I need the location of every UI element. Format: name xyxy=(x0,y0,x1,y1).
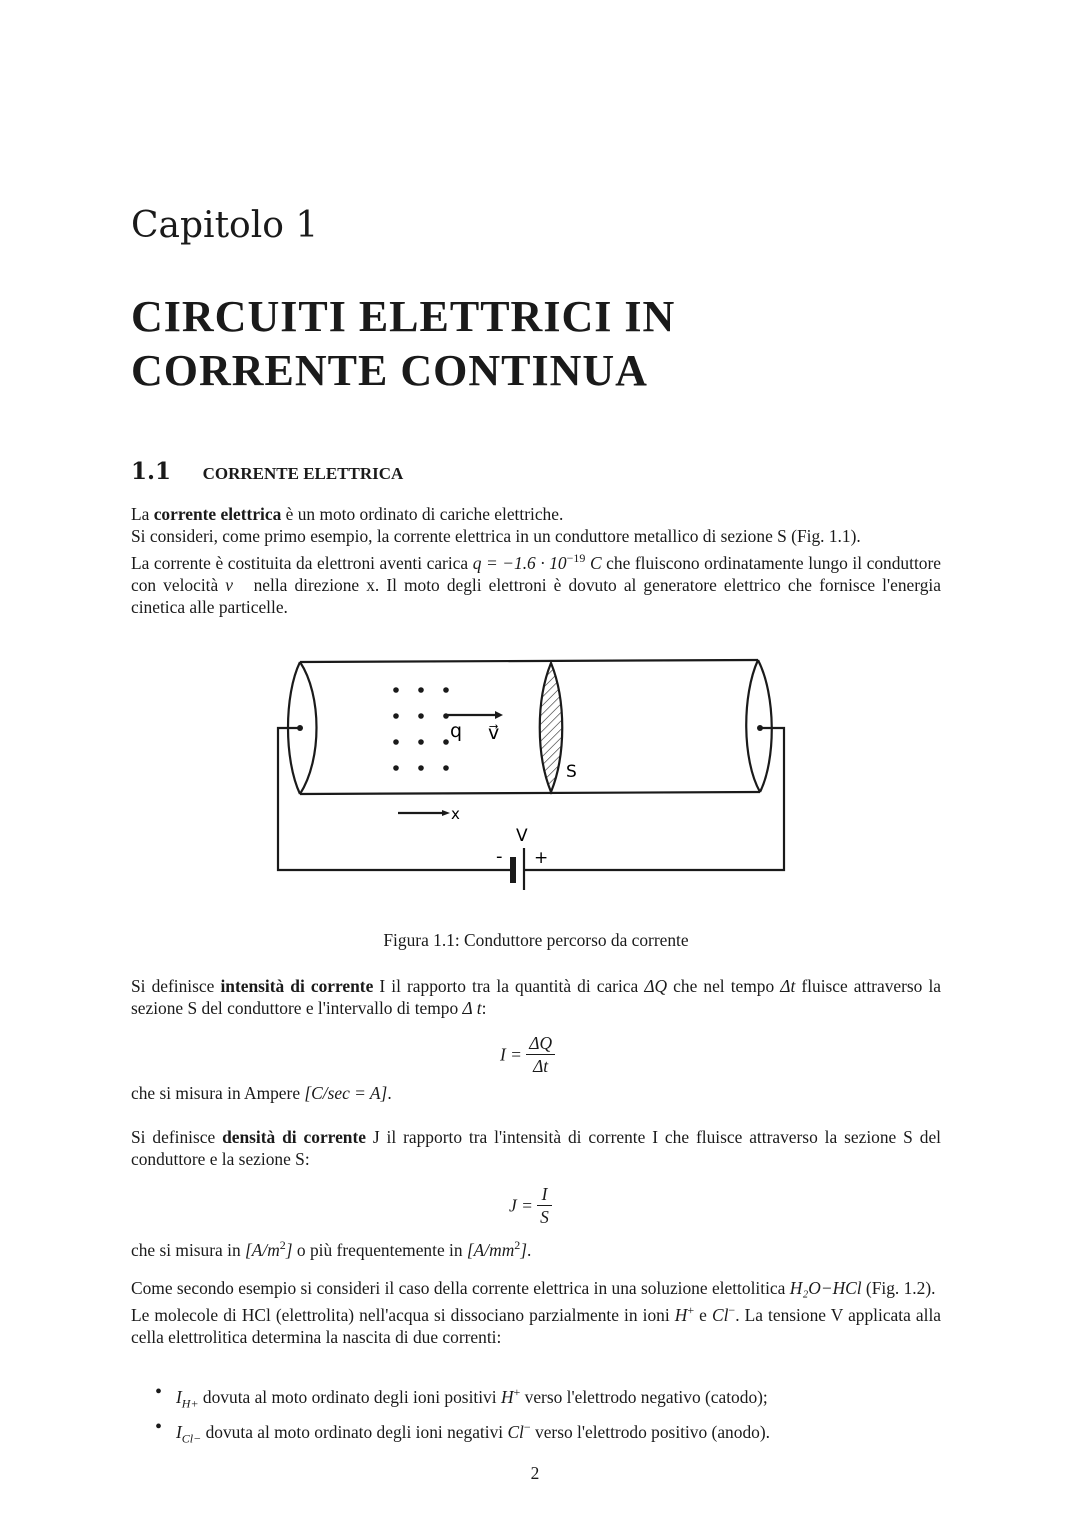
fraction-i-s: $\frac{I}{S}$ xyxy=(537,1183,552,1228)
intro-line-1: La corrente elettrica è un moto ordinato di cariche elettriche. xyxy=(131,504,564,524)
velocity-arrowhead xyxy=(495,711,503,719)
left-terminal xyxy=(297,725,303,731)
current-list xyxy=(131,1381,941,1451)
label-s: S xyxy=(566,762,577,782)
label-plus: + xyxy=(534,848,549,868)
battery-negative-plate xyxy=(510,857,516,883)
intensity-unit: che si misura in Ampere [C/sec = A]. xyxy=(131,1083,392,1103)
chapter-title xyxy=(131,290,675,398)
section-number: 1.1 xyxy=(131,458,172,485)
equation-intensity: I = $\frac{\Delta Q}{\Delta t}$ xyxy=(500,1032,555,1077)
right-terminal xyxy=(757,725,763,731)
label-voltage: V xyxy=(516,826,528,846)
intensity-paragraph: Si definisce intensità di corrente I il rapporto tra la quantità di carica ΔQ che nel tempo Δt fluisce attraverso la sezione S del conduttore e l'intervallo di tempo Δ t: xyxy=(131,976,941,1018)
wire-left xyxy=(278,728,510,870)
chapter-title-line2: CORRENTE CONTINUA xyxy=(131,346,648,395)
cylinder-top-edge xyxy=(300,660,758,662)
conductor-figure xyxy=(270,655,800,890)
label-v: v⃗ xyxy=(488,722,500,744)
fraction-dq-dt: $\frac{\Delta Q}{\Delta t}$ xyxy=(526,1032,555,1077)
equation-density: J = $\frac{I}{S}$ xyxy=(509,1183,552,1228)
electrolyte-line-1: Come secondo esempio si consideri il caso della corrente elettrica in una soluzione elettolitica H₂O−HCl (Fig. 1.2). xyxy=(131,1278,936,1298)
list-item: • $I_{H+}$ dovuta al moto ordinato degli ioni positivi H+ verso l'elettrodo negativo (catodo); xyxy=(131,1381,941,1416)
chapter-label: Capitolo 1 xyxy=(131,205,319,246)
intro-paragraph xyxy=(131,503,941,618)
term-intensita: intensità di corrente xyxy=(220,976,374,996)
label-x: x xyxy=(451,805,460,823)
x-arrowhead xyxy=(442,810,450,816)
section-heading xyxy=(131,458,403,485)
label-q: q xyxy=(450,720,463,742)
section-title: CORRENTE ELETTRICA xyxy=(202,464,404,483)
page-number: 2 xyxy=(530,1463,540,1483)
electrolyte-line-2: Le molecole di HCl (elettrolita) nell'acqua si dissociano parzialmente in ioni H+ e Cl−. La tensione V applicata alla cella elettrolitica determina la nascita di due correnti: xyxy=(131,1303,941,1347)
charge-dots xyxy=(393,687,449,771)
term-densita: densità di corrente xyxy=(222,1127,366,1147)
density-paragraph: Si definisce densità di corrente J il rapporto tra l'intensità di corrente I che fluisce attraverso la sezione S del conduttore e la sezione S: xyxy=(131,1127,941,1169)
chapter-title-line1: CIRCUITI ELETTRICI IN xyxy=(131,292,676,341)
density-unit: che si misura in $[A/m^2]$ o più frequentemente in $[A/mm^2]$. xyxy=(131,1238,532,1260)
label-minus: - xyxy=(496,846,503,867)
section-s-hatched xyxy=(540,663,563,792)
intro-line-2: Si consideri, come primo esempio, la corrente elettrica in un conduttore metallico di sezione S (Fig. 1.1). xyxy=(131,526,861,546)
intro-line-3: La corrente è costituita da elettroni aventi carica $q = -1.6 \cdot 10^{-19}$ C che fluiscono ordinatamente lungo il conduttore con velocità v⃗ nella direzione x. Il moto degli elettroni è dovuto al generatore elettrico che fornisce l'energia cinetica alle particelle. xyxy=(131,551,941,617)
wire-right xyxy=(524,728,784,870)
list-item: • $I_{Cl-}$ dovuta al moto ordinato degli ioni negativi Cl− verso l'elettrodo positivo (anodo). xyxy=(131,1416,941,1451)
cylinder-bottom-edge xyxy=(300,792,760,794)
electrolyte-paragraph xyxy=(131,1277,941,1348)
term-corrente-elettrica: corrente elettrica xyxy=(153,504,282,524)
figure-caption: Figura 1.1: Conduttore percorso da corrente xyxy=(383,930,689,950)
